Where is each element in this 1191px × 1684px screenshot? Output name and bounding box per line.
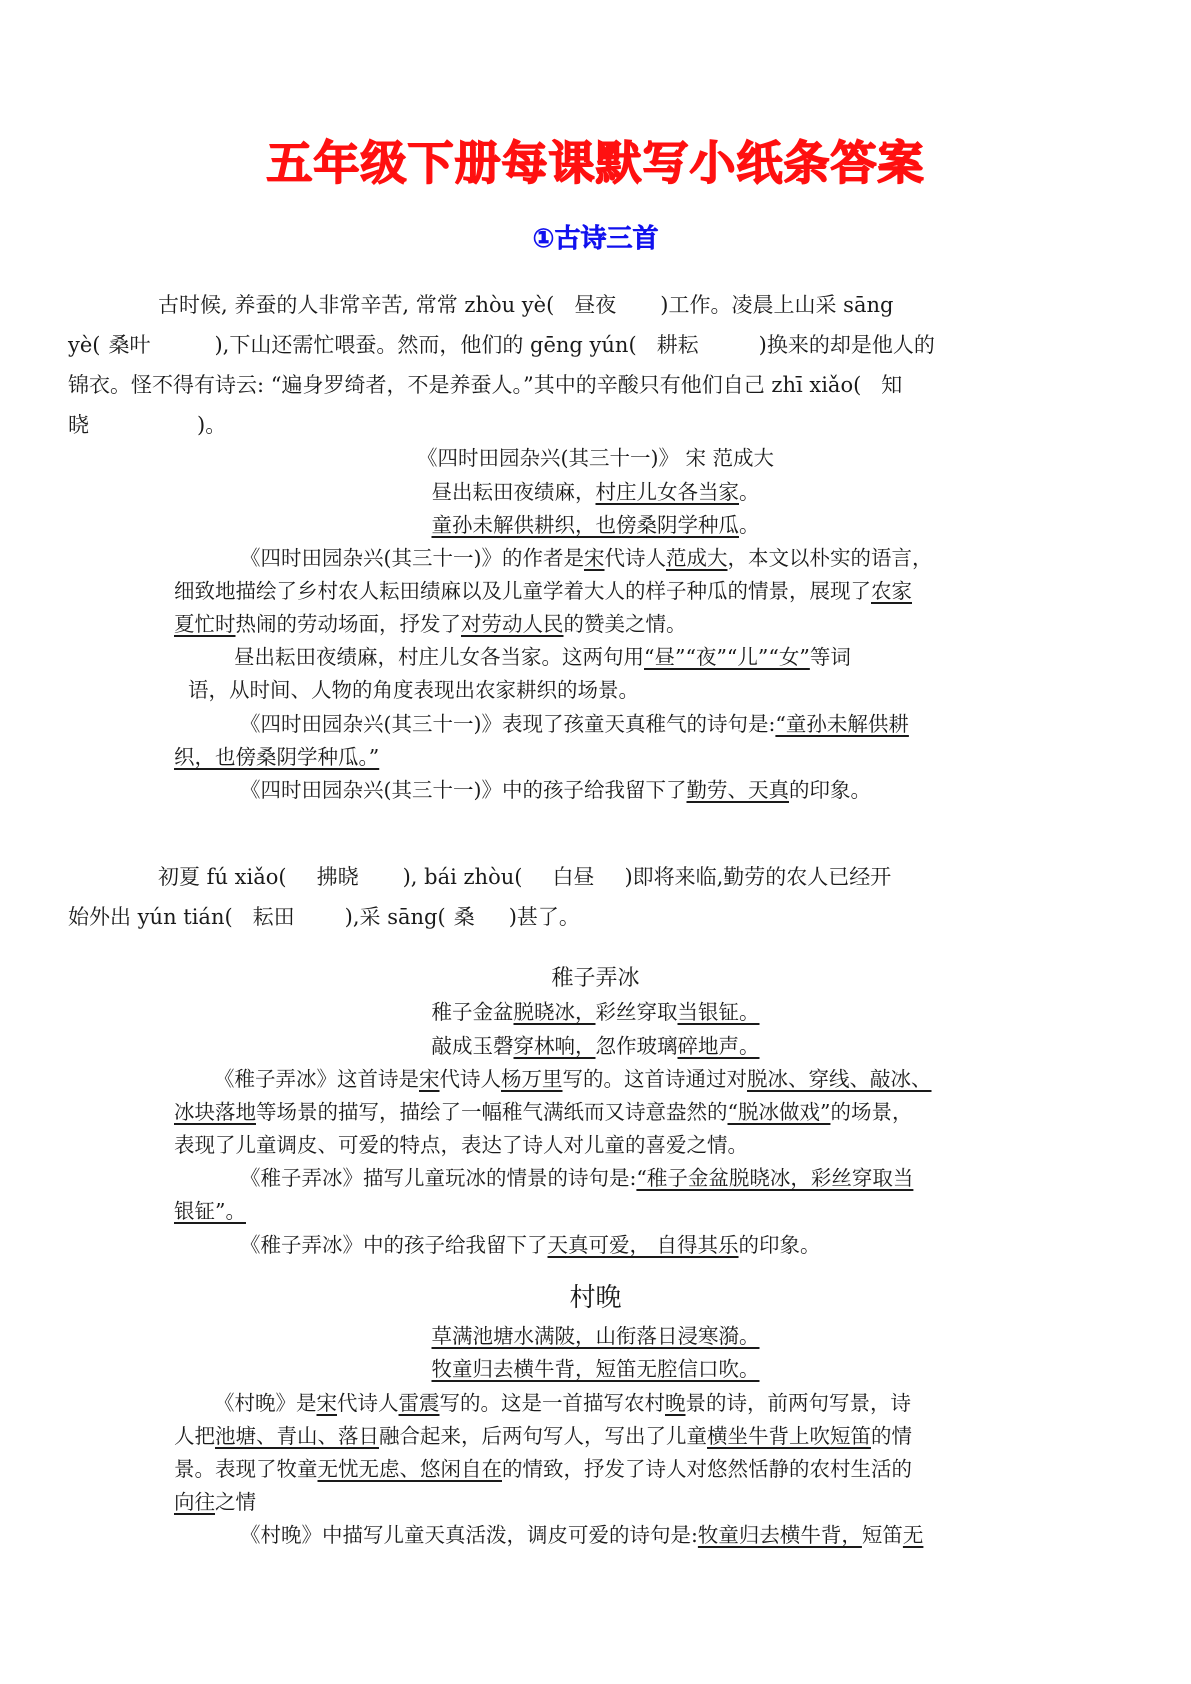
underlined-answer: 童孙未解供耕织，也傍桑阴学种瓜: [431, 513, 739, 537]
text-line: [240, 1162, 913, 1195]
poem-line: [0, 996, 1191, 1029]
text: ),采 sāng(: [344, 905, 446, 929]
underlined-answer: 牧童归去横牛背，短笛无腔信口吹。: [431, 1357, 760, 1381]
text-line: [174, 1453, 912, 1486]
underlined-answer: 横坐牛背上吹短笛: [707, 1424, 871, 1448]
text-line: [174, 1195, 246, 1228]
underlined-answer: 雷震: [398, 1391, 440, 1415]
text-line: [240, 1519, 923, 1552]
underlined-answer: 脱晓冰，: [513, 1000, 596, 1024]
text: 之情: [215, 1490, 256, 1514]
text: 《四时田园杂兴(其三十一)》的作者是: [240, 546, 584, 570]
text-line: [214, 1063, 932, 1096]
text-line: [174, 1486, 256, 1519]
text: 《稚子弄冰》中的孩子给我留下了: [240, 1233, 548, 1257]
text-line: [68, 365, 902, 405]
text: 融合起来，后两句写人，写出了儿童: [379, 1424, 707, 1448]
underlined-answer: 宋: [584, 546, 605, 570]
text: 的情致，抒发了诗人对悠然恬静的农村生活的: [502, 1457, 912, 1481]
text: 的印象。: [789, 778, 871, 802]
text: 昼出耘田夜绩麻，: [431, 480, 596, 504]
text: 《村晚》中描写儿童天真活泼，调皮可爱的诗句是:: [240, 1523, 698, 1547]
answer: 耕耘: [656, 333, 699, 357]
underlined-answer: 银钲”。: [174, 1199, 246, 1223]
text: 写的。这首诗通过对: [562, 1067, 747, 1091]
text: )。: [197, 413, 227, 437]
text: 写的。这是一首描写农村: [439, 1391, 665, 1415]
text-line: [214, 1387, 911, 1420]
underlined-answer: 脱冰、穿线、敲冰、: [747, 1067, 932, 1091]
text: 代诗人: [604, 546, 666, 570]
underlined-answer: 宋: [419, 1067, 440, 1091]
text-line: [240, 542, 933, 575]
underlined-answer: 杨万里: [501, 1067, 563, 1091]
underlined-answer: 天真可爱， 自得其乐: [547, 1233, 739, 1257]
underlined-answer: “稚子金盆脱晓冰，彩丝穿取当: [636, 1166, 914, 1190]
answer: 耘田: [252, 905, 295, 929]
text-line: [240, 1229, 821, 1262]
text: 等词: [809, 645, 851, 669]
underlined-answer: “昼”“夜”“儿”“女”: [644, 645, 810, 669]
underlined-answer: 对劳动人民: [461, 612, 564, 636]
poem-line: [0, 1320, 1191, 1353]
document-title: 五年级下册每课默写小纸条答案: [266, 136, 925, 190]
text: 。: [739, 513, 760, 537]
text: 。: [739, 480, 760, 504]
text-line: [234, 641, 851, 674]
underlined-answer: 农家: [871, 579, 912, 603]
answer: 桑: [453, 905, 475, 929]
text: 《四时田园杂兴(其三十一)》中的孩子给我留下了: [240, 778, 687, 802]
text: ),下山还需忙喂蚕。然而，他们的 gēng yún(: [214, 333, 637, 357]
poem-line: [0, 1353, 1191, 1386]
text: 景。表现了牧童: [174, 1457, 318, 1481]
text: 等场景的描写，描绘了一幅稚气满纸而又诗意盎然的: [256, 1100, 728, 1124]
text-line: [240, 774, 871, 807]
poem-heading: 村晚: [569, 1283, 622, 1313]
underlined-answer: 冰块落地: [174, 1100, 256, 1124]
text-line: [174, 608, 687, 641]
text: )甚了。: [508, 905, 580, 929]
text: 代诗人: [337, 1391, 399, 1415]
text: 热闹的劳动场面，抒发了: [235, 612, 461, 636]
text: 代诗人: [439, 1067, 501, 1091]
text-line: [174, 741, 379, 774]
underlined-answer: 当银钲。: [677, 1000, 760, 1024]
text: 《村晚》是: [214, 1391, 317, 1415]
answer: 知: [881, 373, 903, 397]
text-line: [188, 674, 639, 707]
poem-heading: 《四时田园杂兴(其三十一)》 宋 范成大: [416, 446, 775, 470]
text-line: [174, 1096, 912, 1129]
text-line: [174, 1129, 748, 1162]
answer: 白昼: [552, 865, 595, 889]
text: 的情: [871, 1424, 912, 1448]
text: 《稚子弄冰》这首诗是: [214, 1067, 419, 1091]
poem-line: [0, 509, 1191, 542]
text: 《稚子弄冰》描写儿童玩冰的情景的诗句是:: [240, 1166, 637, 1190]
text: 短笛: [861, 1523, 903, 1547]
text-line: [158, 857, 891, 897]
text-line: [68, 897, 580, 937]
underlined-answer: 无忧无虑、悠闲自在: [317, 1457, 502, 1481]
answer: 昼夜: [574, 293, 617, 317]
poem-line: [0, 476, 1191, 509]
text: 的印象。: [738, 1233, 821, 1257]
text: 细致地描绘了乡村农人耘田绩麻以及儿童学着大人的样子种瓜的情景，展现了: [174, 579, 871, 603]
underlined-answer: 草满池塘水满陂，山衔落日浸寒漪。: [431, 1324, 760, 1348]
text-line: [240, 708, 909, 741]
text: 彩丝穿取: [595, 1000, 678, 1024]
text: ), bái zhòu(: [402, 865, 523, 889]
underlined-answer: 向往: [174, 1490, 215, 1514]
answer: 晓: [68, 413, 89, 437]
text: 忽作玻璃: [595, 1034, 678, 1058]
underlined-answer: 村庄儿女各当家: [595, 480, 739, 504]
underlined-answer: 晚: [665, 1391, 686, 1415]
text-line: [158, 285, 893, 325]
underlined-answer: “童孙未解供耕: [775, 712, 909, 736]
text: ，本文以朴实的语言，: [727, 546, 933, 570]
text: 人把: [174, 1424, 215, 1448]
text: 锦衣。怪不得有诗云: “遍身罗绮者，不是养蚕人。”其中的辛酸只有他们自己 zhī xiǎo(: [68, 373, 862, 397]
answer: 桑叶: [108, 333, 151, 357]
section-heading: ①古诗三首: [532, 224, 659, 254]
text: )工作。凌晨上山采 sāng: [660, 293, 894, 317]
text-line: [174, 1420, 912, 1453]
text: )换来的却是他人的: [758, 333, 935, 357]
text-line: [68, 325, 935, 365]
underlined-answer: 池塘、青山、落日: [215, 1424, 379, 1448]
text: 稚子金盆: [431, 1000, 514, 1024]
text: 的赞美之情。: [563, 612, 687, 636]
underlined-answer: 穿林响，: [513, 1034, 596, 1058]
text-line: [68, 405, 226, 445]
text: 始外出 yún tián(: [68, 905, 233, 929]
underlined-answer: 碎地声。: [677, 1034, 760, 1058]
text: 表现了儿童调皮、可爱的特点，表达了诗人对儿童的喜爱之情。: [174, 1133, 748, 1157]
text: 景的诗，前两句写景，诗: [685, 1391, 911, 1415]
underlined-answer: 无: [902, 1523, 924, 1547]
text: 敲成玉磬: [431, 1034, 514, 1058]
underlined-answer: 牧童归去横牛背，: [697, 1523, 862, 1547]
text: 语，从时间、人物的角度表现出农家耕织的场景。: [188, 678, 639, 702]
poem-heading: 稚子弄冰: [551, 966, 640, 991]
text: 古时候, 养蚕的人非常辛苦, 常常 zhòu yè(: [158, 293, 555, 317]
underlined-answer: 织，也傍桑阴学种瓜。”: [174, 745, 380, 769]
underlined-answer: 宋: [316, 1391, 337, 1415]
text: yè(: [68, 333, 101, 357]
poem-line: [0, 1030, 1191, 1063]
text-line: [174, 575, 912, 608]
underlined-answer: 范成大: [666, 546, 728, 570]
underlined-answer: “脱冰做戏”: [727, 1100, 831, 1124]
underlined-answer: 勤劳、天真: [686, 778, 789, 802]
text: 昼出耘田夜绩麻，村庄儿女各当家。这两句用: [234, 645, 644, 669]
text: )即将来临,勤劳的农人已经开: [624, 865, 892, 889]
answer: 拂晓: [316, 865, 359, 889]
underlined-answer: 夏忙时: [174, 612, 236, 636]
text: 的场景，: [830, 1100, 913, 1124]
text: 《四时田园杂兴(其三十一)》表现了孩童天真稚气的诗句是:: [240, 712, 776, 736]
text: 初夏 fú xiǎo(: [158, 865, 287, 889]
